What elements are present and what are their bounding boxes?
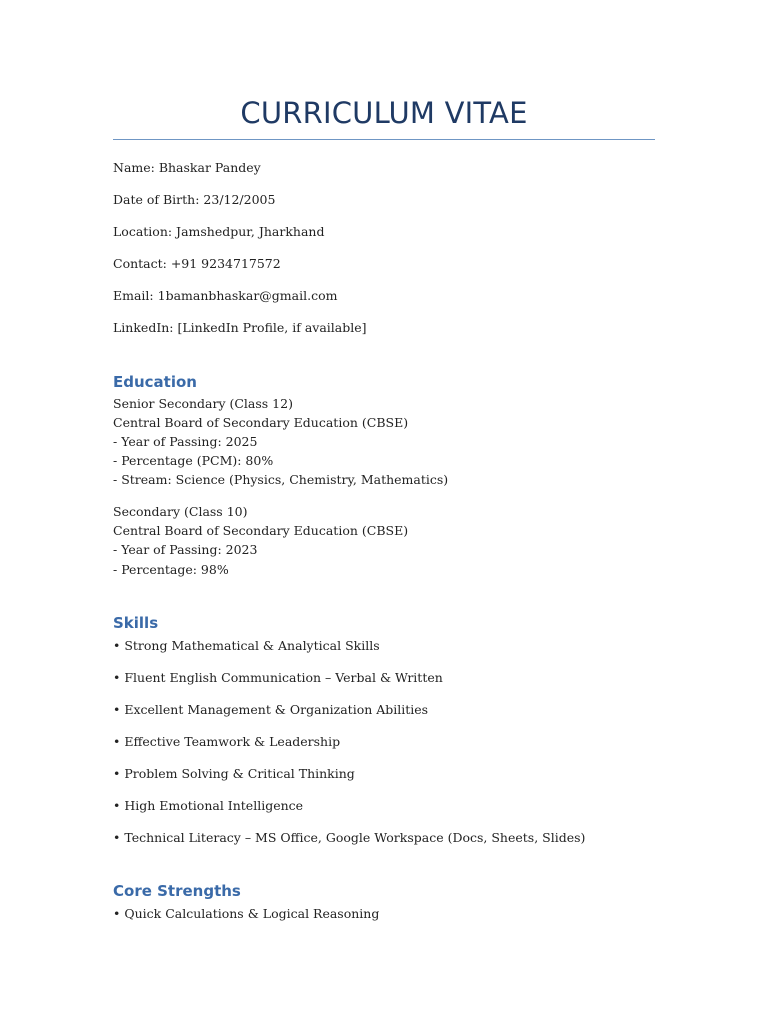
- title-divider: [113, 139, 655, 140]
- dob-line: Date of Birth: 23/12/2005: [113, 192, 276, 207]
- education-senior-line: Senior Secondary (Class 12): [113, 396, 293, 411]
- email-line: Email: 1bamanbhaskar@gmail.com: [113, 288, 338, 303]
- skill-item: • Technical Literacy – MS Office, Google Workspace (Docs, Sheets, Slides): [113, 830, 586, 845]
- education-senior-line: Central Board of Secondary Education (CBSE): [113, 415, 409, 430]
- core-strengths-heading: Core Strengths: [113, 882, 241, 900]
- skill-item: • Effective Teamwork & Leadership: [113, 734, 341, 749]
- skill-item: • Problem Solving & Critical Thinking: [113, 766, 355, 781]
- contact-line: Contact: +91 9234717572: [113, 256, 281, 271]
- education-heading: Education: [113, 373, 197, 391]
- skill-item: • High Emotional Intelligence: [113, 798, 304, 813]
- linkedin-line: LinkedIn: [LinkedIn Profile, if available]: [113, 320, 367, 335]
- education-secondary-line: Central Board of Secondary Education (CBSE): [113, 523, 409, 538]
- skill-item: • Fluent English Communication – Verbal & Written: [113, 670, 443, 685]
- education-senior-line: - Percentage (PCM): 80%: [113, 453, 274, 468]
- education-senior-line: - Year of Passing: 2025: [113, 434, 258, 449]
- education-secondary-line: - Percentage: 98%: [113, 562, 229, 577]
- skill-item: • Strong Mathematical & Analytical Skills: [113, 638, 380, 653]
- skills-heading: Skills: [113, 614, 159, 632]
- education-secondary-line: Secondary (Class 10): [113, 504, 248, 519]
- skill-item: • Excellent Management & Organization Abilities: [113, 702, 429, 717]
- location-line: Location: Jamshedpur, Jharkhand: [113, 224, 325, 239]
- name-line: Name: Bhaskar Pandey: [113, 160, 261, 175]
- core-strength-item: • Quick Calculations & Logical Reasoning: [113, 906, 380, 921]
- education-secondary-line: - Year of Passing: 2023: [113, 542, 258, 557]
- education-senior-line: - Stream: Science (Physics, Chemistry, Mathematics): [113, 472, 449, 487]
- document-title: CURRICULUM VITAE: [240, 96, 528, 130]
